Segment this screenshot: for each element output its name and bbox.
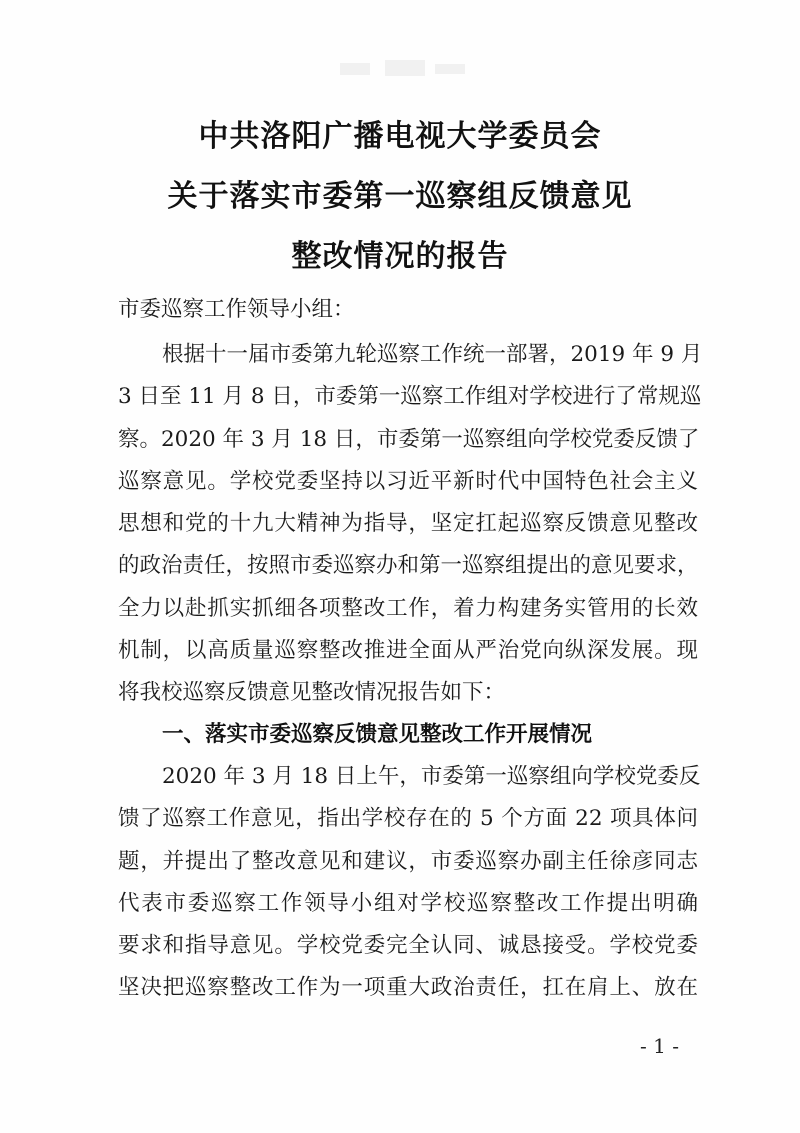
paragraph-1-line: 全力以赴抓实抓细各项整改工作，着力构建务实管用的长效 (118, 595, 698, 621)
paragraph-2-line: 2020 年 3 月 18 日上午，市委第一巡察组向学校党委反 (162, 764, 701, 789)
paragraph-2-line: 题，并提出了整改意见和建议，市委巡察办副主任徐彦同志 (118, 848, 698, 874)
paragraph-1-line: 的政治责任，按照市委巡察办和第一巡察组提出的意见要求， (118, 553, 699, 579)
document-title-line-3: 整改情况的报告 (291, 239, 509, 274)
faint-stamp-mark (330, 55, 480, 85)
paragraph-2-line: 要求和指导意见。学校党委完全认同、诚恳接受。学校党委 (118, 933, 698, 959)
paragraph-1 (118, 334, 703, 715)
salutation: 市委巡察工作领导小组： (118, 297, 355, 322)
paragraph-1-line: 根据十一届市委第九轮巡察工作统一部署，2019 年 9 月 (162, 342, 703, 367)
document-title-line-2: 关于落实市委第一巡察组反馈意见 (167, 179, 633, 214)
paragraph-2-line: 代表市委巡察工作领导小组对学校巡察整改工作提出明确 (118, 890, 698, 916)
page-number: - 1 - (640, 1034, 679, 1058)
paragraph-1-line: 将我校巡察反馈意见整改情况报告如下： (118, 680, 506, 706)
paragraph-2 (118, 756, 701, 1010)
paragraph-1-line: 思想和党的十九大精神为指导，坚定扛起巡察反馈意见整改 (118, 511, 698, 537)
paragraph-1-line: 巡察意见。学校党委坚持以习近平新时代中国特色社会主义 (118, 468, 698, 494)
section-heading: 一、落实市委巡察反馈意见整改工作开展情况 (162, 722, 593, 747)
paragraph-1-line: 机制，以高质量巡察整改推进全面从严治党向纵深发展。现 (118, 638, 698, 664)
paragraph-2-line: 坚决把巡察整改工作为一项重大政治责任，扛在肩上、放在 (118, 975, 698, 1001)
paragraph-1-line: 察。2020 年 3 月 18 日，市委第一巡察组向学校党委反馈了 (118, 426, 700, 452)
paragraph-1-line: 3 日至 11 月 8 日，市委第一巡察工作组对学校进行了常规巡 (118, 384, 702, 410)
paragraph-2-line: 馈了巡察工作意见，指出学校存在的 5 个方面 22 项具体问 (118, 806, 698, 832)
document-title-line-1: 中共洛阳广播电视大学委员会 (198, 119, 602, 154)
